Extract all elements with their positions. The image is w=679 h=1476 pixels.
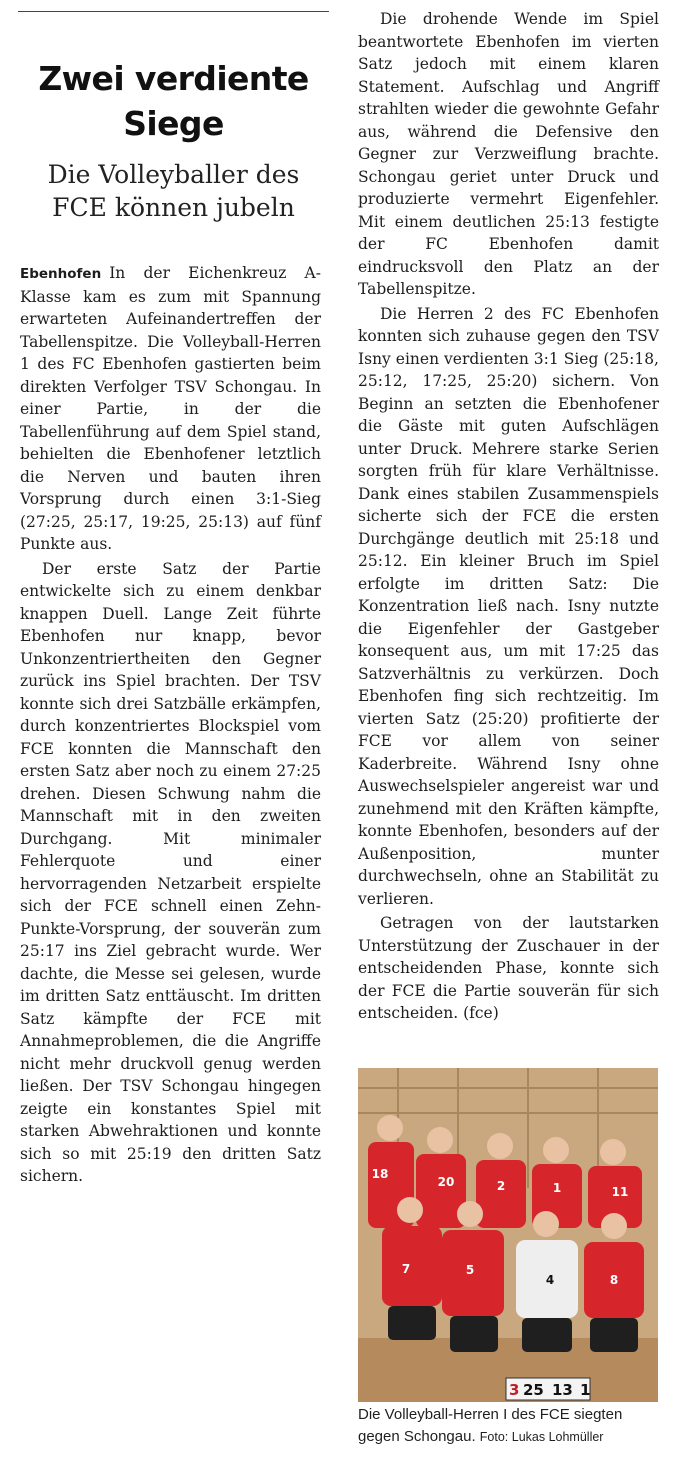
scoreboard-digit: 13 bbox=[552, 1381, 573, 1399]
jersey-number: 7 bbox=[401, 1262, 411, 1276]
photo-caption bbox=[358, 1404, 662, 1448]
team-photo bbox=[358, 1068, 658, 1402]
headline: Zwei verdiente Siege bbox=[38, 59, 309, 143]
team-photo-illustration bbox=[358, 1068, 658, 1402]
paragraph-5: Getragen von der lautstarken Unterstützung der Zuschauer in der entscheidenden Phase, konnte sich der FCE die Partie souverän für sich entscheiden. (fce) bbox=[358, 914, 659, 1022]
paragraph-1-text: In der Eichenkreuz A-Klasse kam es zum mit Spannung erwarteten Aufeinandertreffen der Tabellenspitze. Die Volleyball-Herren 1 des FC Ebenhofen gastierten beim direkten Verfolger TSV Schongau. In einer Partie, in der die Tabellenführung auf dem Spiel stand, behielten die Ebenhofener letztlich die Nerven und bauten ihren Vorsprung durch einen 3:1-Sieg (27:25, 25:17, 19:25, 25:13) auf fünf Punkte aus. bbox=[20, 264, 321, 553]
jersey-number: 2 bbox=[496, 1179, 506, 1193]
scoreboard-digit: 1 bbox=[580, 1381, 591, 1399]
column-left bbox=[20, 262, 321, 1188]
jersey-number: 4 bbox=[545, 1273, 555, 1287]
jersey-number: 20 bbox=[437, 1175, 455, 1189]
column-right bbox=[358, 8, 659, 1025]
scoreboard bbox=[506, 1378, 590, 1400]
top-rule bbox=[18, 11, 329, 12]
paragraph-3: Die drohende Wende im Spiel beantwortete Ebenhofen im vierten Satz jedoch mit einem klaren Statement. Aufschlag und Angriff strahlten wieder die gewohnte Gefahr aus, während die Defensive den Gegner zur Verzweiflung brachte. Schongau geriet unter Druck und produzierte vermehrt Eigenfehler. Mit einem deutlichen 25:13 festigte der FC Ebenhofen damit eindrucksvoll den Platz an der Tabellenspitze. bbox=[358, 10, 659, 298]
subheadline: Die Volleyballer des FCE können jubeln bbox=[47, 160, 300, 222]
scoreboard-digit: 3 bbox=[509, 1381, 520, 1399]
jersey-number: 18 bbox=[371, 1167, 389, 1181]
jersey-number: 11 bbox=[611, 1185, 629, 1199]
photo-credit: Foto: Lukas Lohmüller bbox=[479, 1430, 604, 1444]
scoreboard-digit: 25 bbox=[523, 1381, 544, 1399]
jersey-number: 8 bbox=[609, 1273, 619, 1287]
paragraph-2: Der erste Satz der Partie entwickelte sich zu einem denkbar knappen Duell. Lange Zeit führte Ebenhofen nur knapp, bevor Unkonzentriertheiten den Gegner zurück ins Spiel brachten. Der TSV konnte sich drei Satzbälle erkämpfen, durch konzentriertes Blockspiel vom FCE konnten die Mannschaft den ersten Satz aber noch zu einem 27:25 drehen. Diesen Schwung nahm die Mannschaft mit in den zweiten Durchgang. Mit minimaler Fehlerquote und einer hervorragenden Netzarbeit erspielte sich der FCE schnell einen Zehn-Punkte-Vorsprung, der souverän zum 25:17 ins Ziel gebracht wurde. Wer dachte, die Messe sei gelesen, wurde im dritten Satz enttäuscht. Im dritten Satz kämpfte der FCE mit Annahmeproblemen, die die Angriffe nicht mehr druckvoll genug werden ließen. Der TSV Schongau hingegen zeigte ein konstantes Spiel mit starken Abwehraktionen und konnte sich so mit 25:19 den dritten Satz sichern. bbox=[20, 559, 321, 1185]
jersey-number: 1 bbox=[552, 1181, 562, 1195]
paragraph-4: Die Herren 2 des FC Ebenhofen konnten sich zuhause gegen den TSV Isny einen verdienten 3:1 Sieg (25:18, 25:12, 17:25, 25:20) sichern. Von Beginn an setzten die Ebenhofener die Gäste mit guten Aufschlägen unter Druck. Mehrere starke Serien sorgten früh für klare Verhältnisse. Dank eines stabilen Zusammenspiels sicherte sich der FCE die ersten Durchgänge deutlich mit 25:18 und 25:12. Ein kleiner Bruch im Spiel erfolgte im dritten Satz: Die Konzentration ließ nach. Isny nutzte die Eigenfehler der Gastgeber konsequent aus, um mit 17:25 das Satzverhältnis zu verkürzen. Doch Ebenhofen fing sich rechtzeitig. Im vierten Satz (25:20) profitierte der FCE vor allem von seiner Kaderbreite. Während Isny ohne Auswechselspieler angereist war und zunehmend mit den Kräften kämpfte, konnte Ebenhofen, besonders auf der Außenposition, munter durchwechseln, ohne an Stabilität zu verlieren. bbox=[358, 304, 659, 908]
caption-text: Die Volleyball-Herren I des FCE siegten gegen Schongau. bbox=[358, 1406, 623, 1445]
dateline: Ebenhofen bbox=[20, 266, 102, 282]
jersey-number: 5 bbox=[465, 1263, 475, 1277]
paragraph-1 bbox=[20, 262, 321, 556]
